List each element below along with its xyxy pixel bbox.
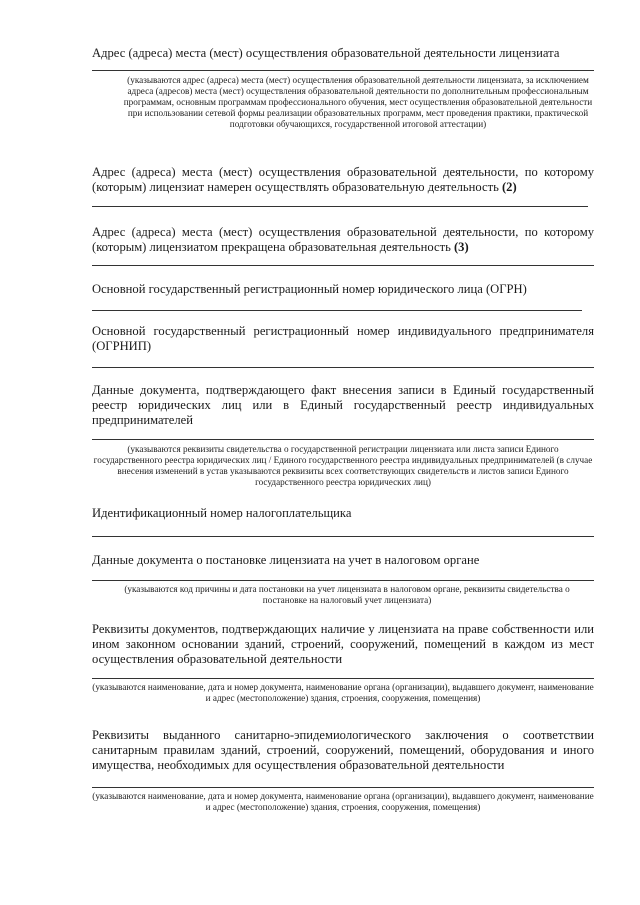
note-sanitary-conclusion: (указываются наименование, дата и номер документа, наименование органа (организации), выдавшего документ, наименование и адрес (местоположение) здания, строения, сооружения, помещения) [92,791,594,812]
field-label: Идентификационный номер налогоплательщика [92,506,352,520]
field-label: Основной государственный регистрационный номер индивидуального предпринимателя (ОГРНИП) [92,324,594,353]
field-label: Реквизиты выданного санитарно-эпидемиологического заключения о соответствии санитарным правилам зданий, строений, сооружений, помещений, оборудования и иного имущества, необходимых для осуществления образовательной деятельности [92,728,594,772]
field-inn [92,506,594,521]
field-label: Реквизиты документов, подтверждающих наличие у лицензиата на праве собственности или ином законном основании зданий, строений, сооружений, помещений в каждом из мест осуществления образовательной деятельности [92,622,594,666]
fill-line-address-activity[interactable] [92,70,594,71]
fill-line-inn[interactable] [92,536,594,537]
fill-line-ogrnip[interactable] [92,367,594,368]
fill-line-sanitary-conclusion[interactable] [92,787,594,788]
note-address-activity: (указываются адрес (адреса) места (мест) осуществления образовательной деятельности лицензиата, за исключением адреса (адресов) места (мест) осуществления образовательной деятельности по дополнительным профессиональным программам, основным программам профессионального обучения, мест осуществления образовательной деятельности при использовании сетевой формы реализации образовательных программ, мест проведения практики, практической подготовки обучающихся, государственной итоговой аттестации) [123,75,593,129]
field-address-planned [92,165,594,195]
note-tax-registration: (указываются код причины и дата постановки на учет лицензиата в налоговом органе, реквизиты свидетельства о постановке на налоговый учет лицензиата) [124,584,570,605]
field-label: Адрес (адреса) места (мест) осуществления образовательной деятельности лицензиата [92,46,560,60]
field-label: Адрес (адреса) места (мест) осуществления образовательной деятельности, по которому (которым) лицензиат намерен осуществлять образовательную деятельность [92,165,594,194]
field-tax-registration [92,553,594,568]
field-address-activity [92,46,594,61]
field-ogrn [92,282,594,297]
fill-line-egrul-document[interactable] [92,439,594,440]
fill-line-tax-registration[interactable] [92,580,594,581]
field-label: Данные документа, подтверждающего факт внесения записи в Единый государственный реестр юридических лиц или в Единый государственный реестр индивидуальных предпринимателей [92,383,594,427]
field-egrul-document [92,383,594,428]
field-ogrnip [92,324,594,354]
fill-line-address-terminated[interactable] [92,265,594,266]
fill-line-address-planned[interactable] [92,206,588,207]
field-label: Данные документа о постановке лицензиата на учет в налоговом органе [92,553,480,567]
note-premises-ownership: (указываются наименование, дата и номер документа, наименование органа (организации), выдавшего документ, наименование и адрес (местоположение) здания, строения, сооружения, помещения) [92,682,594,703]
footnote-ref: (3) [453,240,469,254]
field-label: Адрес (адреса) места (мест) осуществления образовательной деятельности, по которому (которым) лицензиатом прекращена образовательная деятельность [92,225,594,254]
field-label: Основной государственный регистрационный номер юридического лица (ОГРН) [92,282,527,296]
field-sanitary-conclusion [92,728,594,773]
footnote-ref: (2) [501,180,517,194]
field-address-terminated [92,225,594,255]
note-egrul-document: (указываются реквизиты свидетельства о государственной регистрации лицензиата или листа записи Единого государственного реестра юридических лиц / Единого государственного реестра индивидуальных предпринимателей (в случае внесения изменений в устав указываются реквизиты всех соответствующих свидетельств и листов записи Единого государственного реестра юридических лиц) [93,444,593,487]
fill-line-ogrn[interactable] [92,310,582,311]
field-premises-ownership [92,622,594,667]
fill-line-premises-ownership[interactable] [92,678,594,679]
